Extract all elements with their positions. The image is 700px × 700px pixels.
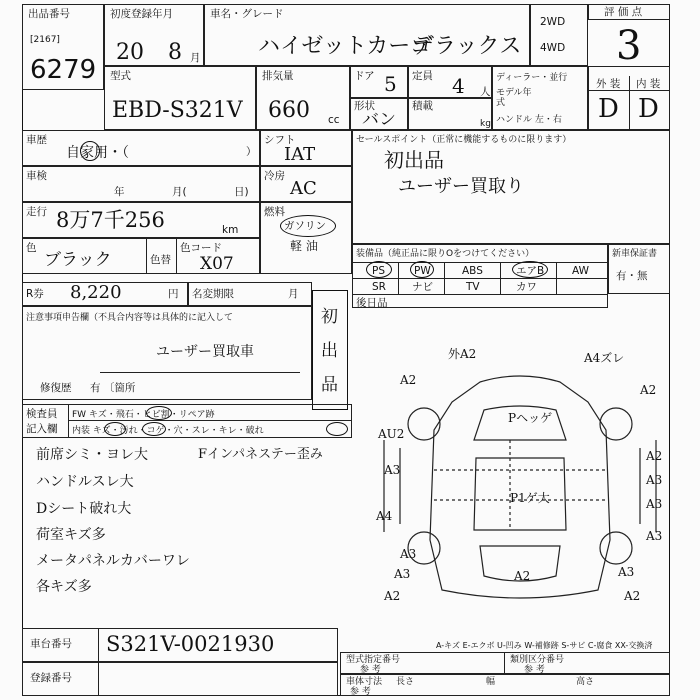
damage-legend: A-キズ E-エクボ U-凹み W-補修跡 S-サビ C-腐食 XX-交換済 [436, 641, 653, 650]
footer-row2 [340, 674, 670, 696]
door-value: 5 [384, 72, 397, 96]
mark-2: A4ズレ [584, 351, 625, 365]
reg-month-unit: 月 [190, 52, 201, 64]
equip-pw: PW [414, 265, 431, 277]
color-change-label: 色替 [150, 254, 171, 266]
history-value: 自家用・（ [66, 145, 129, 161]
equip-abs: ABS [462, 265, 483, 277]
type-sub: 参 考 [360, 665, 381, 675]
reg-year: 20 [116, 40, 144, 65]
note-2: ハンドルスレ大 [36, 474, 134, 490]
reg-label: 初度登録年月 [110, 8, 173, 20]
mark-10: P1ゲ大 [510, 491, 550, 505]
body-ref: 参 考 [350, 687, 371, 697]
inspector-label2: 記入欄 [26, 423, 58, 435]
class-label: 類別区分番号 [510, 655, 565, 665]
equip-airbag: エアB [516, 265, 545, 277]
name-label: 車名・グレード [210, 8, 284, 20]
height-label: 高さ [576, 677, 595, 687]
color-code-value: X07 [200, 254, 234, 274]
color-label: 色 [26, 242, 37, 254]
mark-6: AU2 [378, 427, 405, 441]
sales-line1: 初出品 [384, 148, 444, 172]
fuel-gas: ガソリン [284, 220, 326, 232]
mark-7: A2 [646, 449, 663, 463]
mark-14: A3 [400, 547, 417, 561]
mileage-label: 走行 [26, 206, 47, 218]
door-label: ドア [354, 70, 375, 82]
mark-1: 外A2 [448, 347, 477, 361]
notes-label: 注意事項申告欄（不具合内容等は具体的に記入して [26, 313, 234, 323]
auction-sheet: 出品番号 [2167] 6279 初度登録年月 20 8 月 車名・グレード ハイゼットカーゴ デラックス 2WD 4WD 評 価 点 3 型式 EBD-S321V 排気量 660 cc ドア 5 定員 4 人 形状 バン 積載 kg ディーラー・並行 モデル年式 ハンドル 左・右 外 装 内 装 D D 車歴 自家用・（ ） 車検 年 月( 日) 走行 8万7千256 km 色 ブラック 色替 色コード X07 シフト IAT 冷房 AC 燃料 ガソリン 軽 油 R券 8,220 円 名変期限 月 注意事項申告欄（不具合内容等は具体的に記入して ユーザー買取車 修復歴 有 〔箇所 初出品 セールスポイント（正常に機能するものに限ります） 初出品 ユーザー買取り 装備品（純正品に限りOをつけてください） 新車保証書 有・無 PS PW ABS エアB AW SR ナビ TV カワ 後日品 検査員 記入欄 FW キズ・飛石・ヒビ割・リペア跡 内装 キズ・汚れ・コゲ・穴・スレ・キレ・破れ 前席シミ・ヨレ大 ハンドルスレ大 Dシート破れ大 荷室キズ多 メータパネルカバーワレ 各キズ多 Fインパネステー歪み 外A2 A4ズレ A2 A2 Pヘッゲ AU2 A2 A3 A3 P1ゲ大 A3 A4 A3 A3 A3 A2 A3 A2 A2 車台番号 S321V-0021930 登録番号 A-キズ E-エクボ U-凹み W-補修跡 S-サビ C-腐食 XX-交換済 型式指定番号 参 考 類別区分番号 参 考 車体寸法 参 考 長さ 幅 高さ [0, 0, 700, 700]
ac-value: AC [290, 178, 317, 199]
class-sub: 参 考 [524, 665, 545, 675]
inspection-year: 年 [114, 186, 125, 198]
color-code-label: 色コード [180, 242, 222, 254]
drive-cell [530, 4, 588, 66]
model-label: 型式 [110, 70, 131, 82]
inspection-label: 車検 [26, 170, 47, 182]
top-note: Fインパネステー歪み [198, 447, 323, 462]
fuel-diesel: 軽 油 [290, 239, 318, 253]
back-seat-label: 後日品 [356, 297, 388, 309]
model-value: EBD-S321V [112, 98, 243, 123]
name-change-label: 名変期限 [192, 288, 234, 300]
equip-sr: SR [372, 281, 386, 293]
repair-label: 修復歴 [40, 382, 72, 394]
ac-label: 冷房 [264, 170, 285, 182]
note-4: 荷室キズ多 [36, 527, 106, 543]
chassis-value: S321V-0021930 [106, 632, 275, 656]
int-value: D [638, 94, 659, 124]
inspection-month: 月( [172, 186, 187, 198]
mark-3: A2 [400, 373, 417, 387]
lot-number: 6279 [30, 55, 97, 85]
mark-19: A2 [624, 589, 641, 603]
grade-value: デラックス [412, 34, 522, 59]
equip-aw: AW [572, 265, 589, 277]
note-3: Dシート破れ大 [36, 501, 132, 517]
shape-label: 形状 [354, 100, 375, 112]
int-label: 内 装 [636, 78, 661, 90]
score-label: 評 価 点 [604, 6, 643, 18]
history-label: 車歴 [26, 134, 47, 146]
first-listing: 初出品 [321, 307, 338, 395]
reg-number-label: 登録番号 [30, 672, 72, 684]
mark-5: Pヘッゲ [508, 411, 553, 425]
fuel-label: 燃料 [264, 206, 285, 218]
mark-17: A3 [618, 565, 635, 579]
chassis-label: 車台番号 [30, 638, 72, 650]
inspector-row1: FW キズ・飛石・ヒビ割・リペア跡 [72, 410, 215, 420]
shift-label: シフト [264, 134, 296, 146]
inspection-day: 日) [234, 186, 249, 198]
mark-12: A4 [376, 509, 393, 523]
ext-label: 外 装 [596, 78, 621, 90]
equip-navi: ナビ [412, 281, 433, 293]
mark-9: A3 [646, 473, 663, 487]
note-5: メータパネルカバーワレ [36, 553, 190, 569]
cap-unit: 人 [480, 86, 491, 98]
mark-4: A2 [640, 383, 657, 397]
inspector-row2: 内装 キズ・汚れ・コゲ・穴・スレ・キレ・破れ [72, 426, 264, 436]
recycle-value: 8,220 [70, 282, 122, 303]
note-6: 各キズ多 [36, 579, 92, 595]
sales-label: セールスポイント（正常に機能するものに限ります） [356, 135, 572, 145]
width-label: 幅 [486, 677, 496, 687]
lot-sub: [2167] [30, 35, 60, 45]
handle-label: ハンドル 左・右 [496, 115, 562, 125]
name-value: ハイゼットカーゴ [258, 34, 433, 59]
mark-11: A3 [646, 497, 663, 511]
load-label: 積載 [412, 100, 433, 112]
model-year-label: モデル年式 [496, 88, 532, 108]
mileage-unit: km [222, 224, 239, 236]
ext-value: D [598, 94, 619, 124]
body-label: 車体寸法 [346, 677, 383, 687]
equipment-label: 装備品（純正品に限りOをつけてください） [356, 249, 535, 259]
recycle-label: R券 [26, 288, 44, 300]
cc-label: 排気量 [262, 70, 294, 82]
cc-unit: cc [328, 114, 340, 126]
reg-month: 8 [168, 40, 182, 65]
mark-16: A2 [514, 569, 531, 583]
mark-18: A2 [384, 589, 401, 603]
shift-value: IAT [284, 144, 316, 165]
notes-value: ユーザー買取車 [156, 344, 254, 360]
score-value: 3 [616, 23, 642, 69]
shape-value: バン [362, 110, 396, 130]
warranty-value: 有・無 [616, 270, 648, 282]
mark-13: A3 [646, 529, 663, 543]
recycle-unit: 円 [168, 288, 179, 300]
inspector-label1: 検査員 [26, 408, 58, 420]
mark-15: A3 [394, 567, 411, 581]
mark-8: A3 [384, 463, 401, 477]
color-value: ブラック [44, 250, 112, 270]
equip-tv: TV [466, 281, 480, 293]
load-unit: kg [480, 119, 491, 129]
mileage-value: 8万7千256 [56, 208, 165, 232]
drive-4wd: 4WD [540, 42, 566, 54]
drive-2wd: 2WD [540, 16, 566, 28]
cap-label: 定員 [412, 70, 433, 82]
sales-line2: ユーザー買取り [398, 176, 524, 197]
repair-value: 有 〔箇所 [90, 382, 136, 394]
dealer-label: ディーラー・並行 [496, 73, 568, 83]
type-label: 型式指定番号 [346, 655, 401, 665]
equip-leather: カワ [516, 281, 537, 293]
name-change-month: 月 [288, 288, 299, 300]
equip-ps: PS [372, 265, 385, 277]
inspection-cell [22, 166, 260, 202]
cap-value: 4 [452, 74, 465, 98]
note-1: 前席シミ・ヨレ大 [36, 447, 148, 463]
lot-label: 出品番号 [28, 8, 70, 20]
cc-value: 660 [268, 98, 310, 123]
warranty-label: 新車保証書 [612, 249, 658, 259]
history-cell [22, 130, 260, 166]
length-label: 長さ [396, 677, 415, 687]
